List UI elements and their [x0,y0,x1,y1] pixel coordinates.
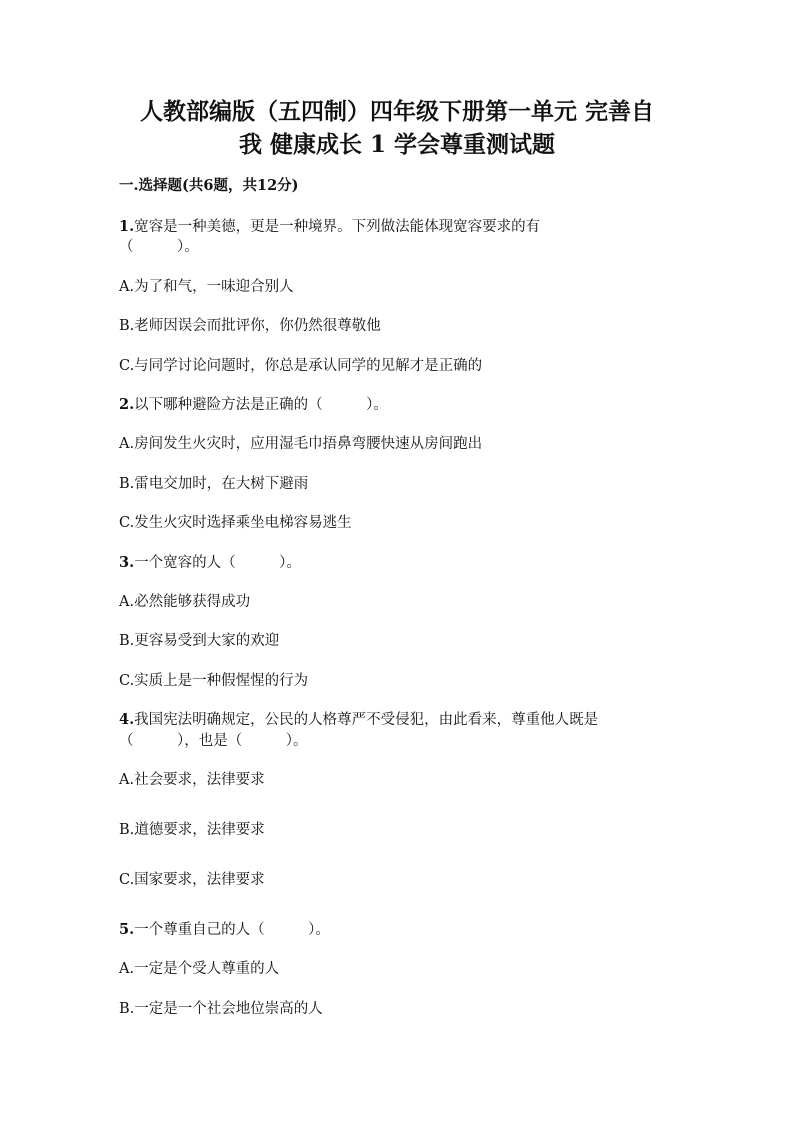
question-2-option-a: A.房间发生火灾时，应用湿毛巾捂鼻弯腰快速从房间跑出 [119,436,483,452]
question-2-option-b: B.雷电交加时，在大树下避雨 [119,476,309,492]
question-1-stem [119,217,540,237]
question-4-stem [119,710,598,730]
question-4-option-b: B.道德要求，法律要求 [119,822,265,838]
question-3-stem [119,553,301,573]
question-number: 1. [119,218,135,235]
question-number: 5. [119,921,135,938]
question-3-option-b: B.更容易受到大家的欢迎 [119,633,280,649]
page-title-line-2: 我 健康成长 1 学会尊重测试题 [238,131,556,158]
question-1-option-b: B.老师因误会而批评你，你仍然很尊敬他 [119,318,381,334]
question-text: 宽容是一种美德，更是一种境界。下列做法能体现宽容要求的有 [134,219,541,235]
question-number: 3. [119,554,135,571]
page-title-line-1: 人教部编版（五四制）四年级下册第一单元 完善自 [139,98,654,125]
question-3-option-a: A.必然能够获得成功 [119,594,251,610]
question-text: 我国宪法明确规定，公民的人格尊严不受侵犯，由此看来，尊重他人既是 [134,712,599,728]
question-number: 4. [119,711,135,728]
question-number: 2. [119,396,135,413]
question-3-option-c: C.实质上是一种假惺惺的行为 [119,673,309,689]
question-5-option-b: B.一定是一个社会地位崇高的人 [119,1001,323,1017]
section-heading: 一.选择题(共6题，共12分) [119,177,299,194]
question-5-option-a: A.一定是个受人尊重的人 [119,961,280,977]
question-2-option-c: C.发生火灾时选择乘坐电梯容易逃生 [119,515,352,531]
question-1-stem-continued: （ ）。 [119,239,199,255]
question-2-stem [119,395,388,415]
question-text: 一个宽容的人（ ）。 [134,555,301,571]
question-text: 以下哪种避险方法是正确的（ ）。 [134,397,388,413]
question-1-option-c: C.与同学讨论问题时，你总是承认同学的见解才是正确的 [119,358,483,374]
question-4-stem-continued: （ ），也是（ ）。 [119,733,308,749]
question-4-option-c: C.国家要求，法律要求 [119,872,265,888]
question-text: 一个尊重自己的人（ ）。 [134,922,330,938]
question-4-option-a: A.社会要求，法律要求 [119,772,265,788]
question-1-option-a: A.为了和气，一味迎合别人 [119,279,294,295]
question-5-stem [119,920,330,940]
